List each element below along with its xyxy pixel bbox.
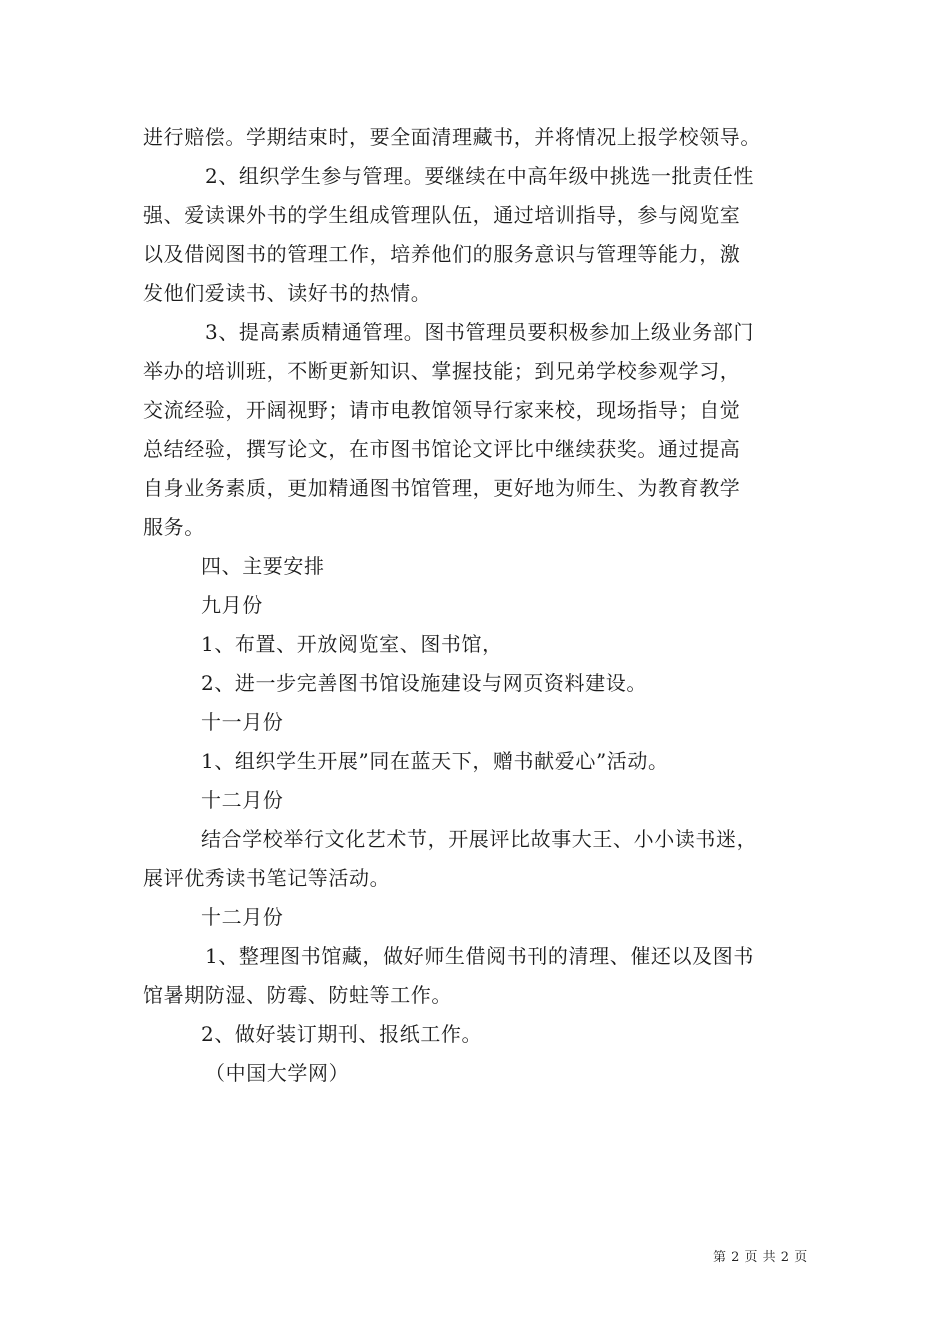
- month-heading: 十一月份: [201, 710, 284, 734]
- month-heading: 十二月份: [201, 905, 284, 929]
- text-line: 3、提高素质精通管理。图书管理员要积极参加上级业务部门: [205, 320, 754, 344]
- text-line: 2、进一步完善图书馆设施建设与网页资料建设。: [201, 671, 647, 695]
- text-line: 总结经验，撰写论文，在市图书馆论文评比中继续获奖。通过提高: [143, 437, 741, 461]
- page-number: 第 2 页 共 2 页: [713, 1250, 808, 1265]
- section-heading: 四、主要安排: [201, 554, 325, 578]
- text-line: 1、整理图书馆藏，做好师生借阅书刊的清理、催还以及图书: [205, 944, 754, 968]
- source-note: （中国大学网）: [205, 1061, 350, 1085]
- text-line: 服务。: [143, 515, 205, 539]
- text-line: 2、做好装订期刊、报纸工作。: [201, 1022, 483, 1046]
- month-heading: 十二月份: [201, 788, 284, 812]
- text-line: 自身业务素质，更加精通图书馆管理，更好地为师生、为教育教学: [143, 476, 741, 500]
- document-body: [143, 118, 808, 1093]
- month-heading: 九月份: [201, 593, 263, 617]
- text-line: 1、布置、开放阅览室、图书馆，: [201, 632, 503, 656]
- text-line: 结合学校举行文化艺术节，开展评比故事大王、小小读书迷，: [201, 827, 758, 851]
- text-line: 展评优秀读书笔记等活动。: [143, 866, 391, 890]
- text-line: 1、组织学生开展”同在蓝天下，赠书献爱心”活动。: [201, 749, 669, 773]
- text-line: 进行赔偿。学期结束时，要全面清理藏书，并将情况上报学校领导。: [143, 125, 761, 149]
- text-line: 发他们爱读书、读好书的热情。: [143, 281, 432, 305]
- text-line: 交流经验，开阔视野；请市电教馆领导行家来校，现场指导；自觉: [143, 398, 741, 422]
- text-line: 馆暑期防湿、防霉、防蛀等工作。: [143, 983, 452, 1007]
- text-line: 2、组织学生参与管理。要继续在中高年级中挑选一批责任性: [205, 164, 754, 188]
- text-line: 举办的培训班，不断更新知识、掌握技能；到兄弟学校参观学习，: [143, 359, 741, 383]
- text-line: 强、爱读课外书的学生组成管理队伍，通过培训指导，参与阅览室: [143, 203, 741, 227]
- text-line: 以及借阅图书的管理工作，培养他们的服务意识与管理等能力，激: [143, 242, 741, 266]
